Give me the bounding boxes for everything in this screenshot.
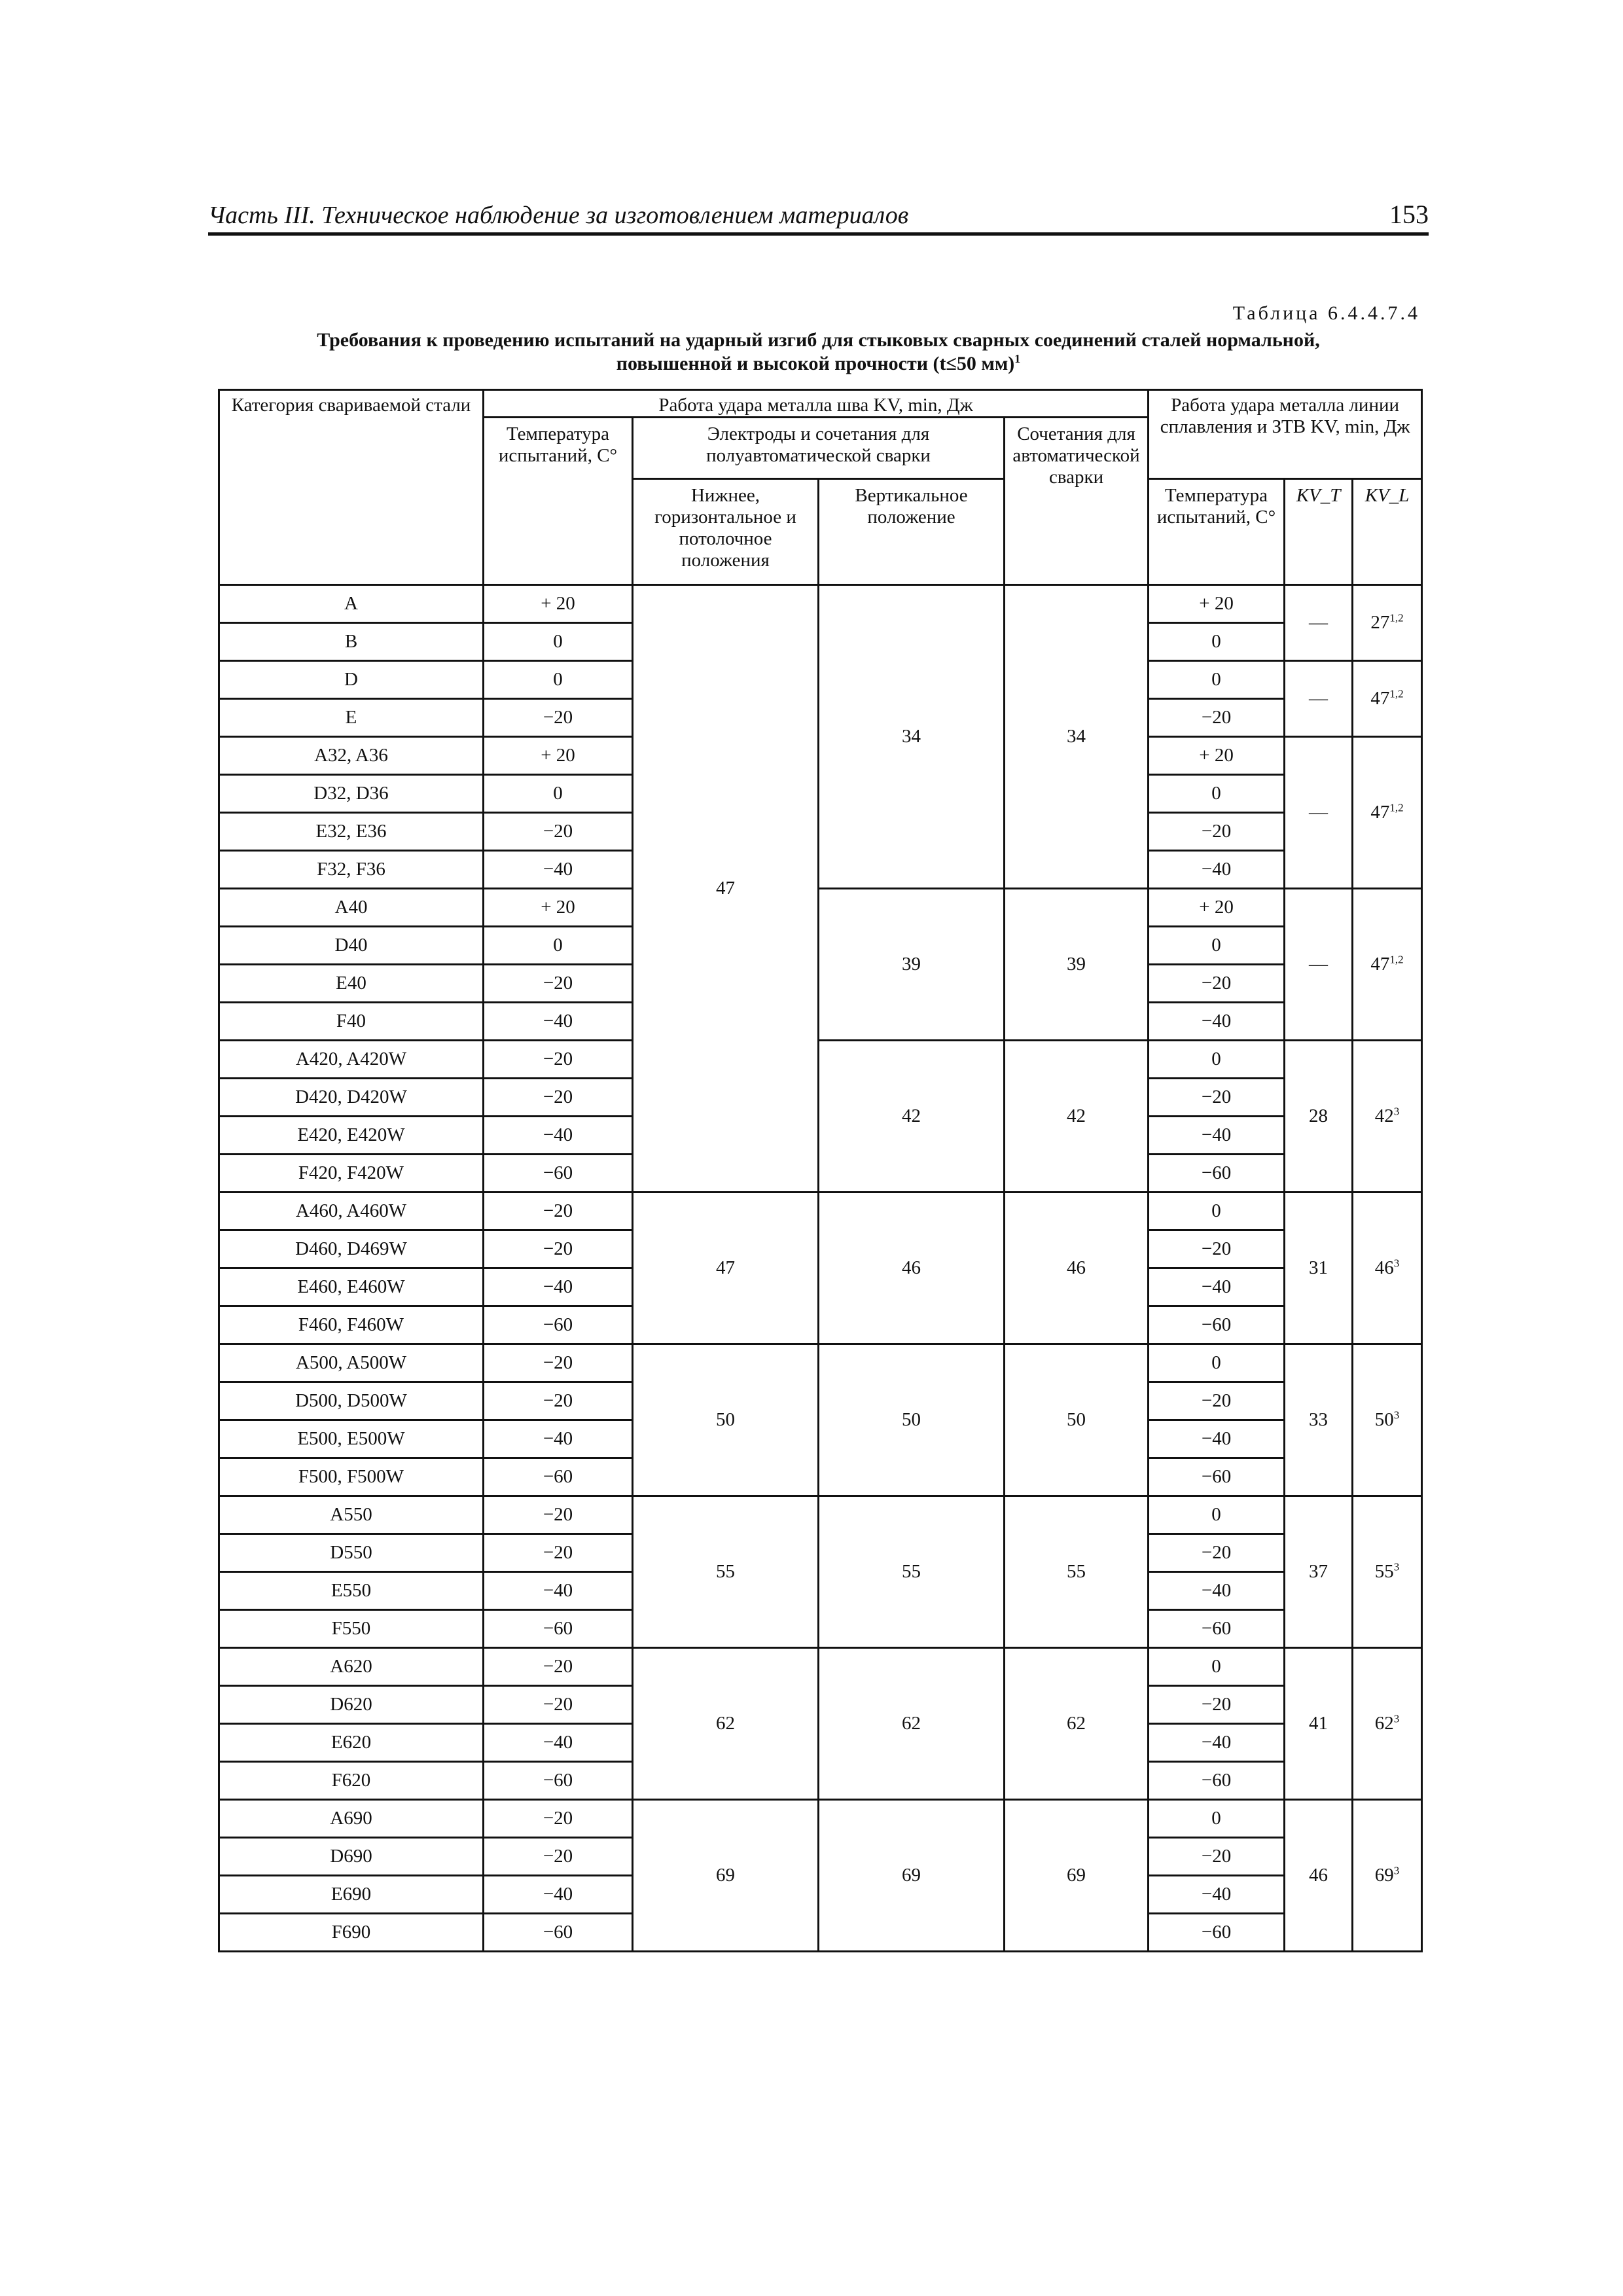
grade-cell: A460, A460W	[219, 1193, 484, 1230]
grade-cell: D620	[219, 1686, 484, 1724]
grade-cell: A420, A420W	[219, 1041, 484, 1079]
grade-cell: D420, D420W	[219, 1079, 484, 1117]
test-temp-cell: 0	[484, 661, 633, 699]
kvt-cell: 37	[1285, 1496, 1353, 1648]
fusion-temp-cell: −20	[1149, 699, 1285, 737]
kvl-value: 55	[1374, 1561, 1394, 1582]
kvl-value: 47	[1370, 954, 1390, 975]
kvl-cell	[1353, 1041, 1422, 1193]
table-row	[219, 585, 1422, 623]
fusion-temp-cell: −60	[1149, 1458, 1285, 1496]
fusion-temp-cell: −40	[1149, 1117, 1285, 1155]
grade-cell: E550	[219, 1572, 484, 1610]
fusion-temp-cell: −40	[1149, 1420, 1285, 1458]
grade-cell: D	[219, 661, 484, 699]
kvl-footnote: 1,2	[1389, 687, 1404, 700]
fusion-temp-cell: 0	[1149, 1344, 1285, 1382]
col-electrodes-group: Электроды и сочетания для полуавтоматической сварки	[633, 418, 1005, 479]
grade-cell: B	[219, 623, 484, 661]
col-lower-position: Нижнее, горизонтальное и потолочное положения	[633, 479, 819, 585]
grade-cell: F690	[219, 1914, 484, 1952]
fusion-temp-cell: −20	[1149, 1230, 1285, 1268]
vertical-pos-cell: 62	[819, 1648, 1005, 1800]
grade-cell: D32, D36	[219, 775, 484, 813]
col-auto-combos: Сочетания для автоматической сварки	[1005, 418, 1149, 585]
kvt-cell: 31	[1285, 1193, 1353, 1344]
fusion-temp-cell: −40	[1149, 1268, 1285, 1306]
caption-line-2	[208, 352, 1429, 376]
auto-combos-cell: 55	[1005, 1496, 1149, 1648]
grade-cell: D460, D469W	[219, 1230, 484, 1268]
fusion-temp-cell: + 20	[1149, 889, 1285, 927]
fusion-temp-cell: 0	[1149, 1193, 1285, 1230]
caption-line-2-text: повышенной и высокой прочности	[616, 353, 928, 374]
fusion-temp-cell: 0	[1149, 1648, 1285, 1686]
grade-cell: F460, F460W	[219, 1306, 484, 1344]
fusion-temp-cell: −20	[1149, 1079, 1285, 1117]
fusion-temp-cell: −40	[1149, 1876, 1285, 1914]
auto-combos-cell: 46	[1005, 1193, 1149, 1344]
grade-cell: F40	[219, 1003, 484, 1041]
lower-pos-cell: 47	[633, 585, 819, 1193]
grade-cell: E620	[219, 1724, 484, 1762]
kvl-footnote: 3	[1393, 1105, 1400, 1118]
grade-cell: F550	[219, 1610, 484, 1648]
test-temp-cell: + 20	[484, 585, 633, 623]
kvl-footnote: 3	[1393, 1712, 1400, 1725]
test-temp-cell: −40	[484, 1724, 633, 1762]
table-row	[219, 889, 1422, 927]
kvl-footnote: 3	[1393, 1257, 1400, 1270]
fusion-temp-cell: −20	[1149, 1838, 1285, 1876]
grade-cell: D40	[219, 927, 484, 965]
grade-cell: A620	[219, 1648, 484, 1686]
col-kvl: KV_L	[1353, 479, 1422, 585]
kvl-cell	[1353, 1496, 1422, 1648]
kvl-cell	[1353, 585, 1422, 661]
fusion-temp-cell: −60	[1149, 1155, 1285, 1193]
kvt-cell: 46	[1285, 1800, 1353, 1952]
test-temp-cell: −20	[484, 1079, 633, 1117]
test-temp-cell: −20	[484, 1193, 633, 1230]
test-temp-cell: + 20	[484, 889, 633, 927]
grade-cell: A550	[219, 1496, 484, 1534]
grade-cell: E32, E36	[219, 813, 484, 851]
col-vertical-position: Вертикальное положение	[819, 479, 1005, 585]
test-temp-cell: −20	[484, 1686, 633, 1724]
fusion-temp-cell: 0	[1149, 1800, 1285, 1838]
fusion-temp-cell: + 20	[1149, 585, 1285, 623]
kvt-cell: 41	[1285, 1648, 1353, 1800]
vertical-pos-cell: 50	[819, 1344, 1005, 1496]
lower-pos-cell: 50	[633, 1344, 819, 1496]
fusion-temp-cell: −60	[1149, 1306, 1285, 1344]
grade-cell: E40	[219, 965, 484, 1003]
test-temp-cell: −20	[484, 1041, 633, 1079]
impact-test-table	[218, 389, 1423, 1952]
test-temp-cell: −20	[484, 1800, 633, 1838]
auto-combos-cell: 39	[1005, 889, 1149, 1041]
kvl-value: 62	[1374, 1713, 1394, 1734]
grade-cell: A32, A36	[219, 737, 484, 775]
fusion-temp-cell: −60	[1149, 1914, 1285, 1952]
fusion-temp-cell: −60	[1149, 1610, 1285, 1648]
test-temp-cell: −60	[484, 1155, 633, 1193]
kvl-footnote: 1,2	[1389, 953, 1404, 966]
vertical-pos-cell: 46	[819, 1193, 1005, 1344]
caption-line-1: Требования к проведению испытаний на ударный изгиб для стыковых сварных соединений сталей нормальной,	[317, 329, 1320, 351]
caption-footnote: 1	[1014, 352, 1021, 365]
test-temp-cell: −60	[484, 1458, 633, 1496]
kvl-value: 46	[1374, 1257, 1394, 1278]
table-row	[219, 1496, 1422, 1534]
fusion-temp-cell: −40	[1149, 1003, 1285, 1041]
grade-cell: E690	[219, 1876, 484, 1914]
fusion-temp-cell: −20	[1149, 813, 1285, 851]
test-temp-cell: 0	[484, 927, 633, 965]
table-row	[219, 1648, 1422, 1686]
table-caption	[208, 329, 1429, 376]
test-temp-cell: −60	[484, 1306, 633, 1344]
fusion-temp-cell: −40	[1149, 851, 1285, 889]
fusion-temp-cell: −20	[1149, 1686, 1285, 1724]
kvl-cell	[1353, 1193, 1422, 1344]
vertical-pos-cell: 34	[819, 585, 1005, 889]
kvl-cell	[1353, 1648, 1422, 1800]
col-category: Категория свариваемой стали	[219, 390, 484, 585]
kvt-cell: —	[1285, 889, 1353, 1041]
page-number: 153	[1389, 200, 1429, 229]
fusion-temp-cell: −60	[1149, 1762, 1285, 1800]
col-kvt: KV_T	[1285, 479, 1353, 585]
test-temp-cell: −60	[484, 1610, 633, 1648]
kvl-footnote: 3	[1393, 1408, 1400, 1422]
auto-combos-cell: 50	[1005, 1344, 1149, 1496]
test-temp-cell: −60	[484, 1762, 633, 1800]
test-temp-cell: −20	[484, 1230, 633, 1268]
kvl-footnote: 1,2	[1389, 801, 1404, 814]
test-temp-cell: −40	[484, 1268, 633, 1306]
lower-pos-cell: 55	[633, 1496, 819, 1648]
fusion-temp-cell: + 20	[1149, 737, 1285, 775]
vertical-pos-cell: 42	[819, 1041, 1005, 1193]
kvl-footnote: 3	[1393, 1560, 1400, 1573]
kvt-cell: —	[1285, 585, 1353, 661]
test-temp-cell: −20	[484, 1344, 633, 1382]
kvt-cell: 28	[1285, 1041, 1353, 1193]
kvl-cell	[1353, 889, 1422, 1041]
fusion-temp-cell: −40	[1149, 1572, 1285, 1610]
table-label: Таблица 6.4.4.7.4	[1232, 302, 1420, 324]
fusion-temp-cell: 0	[1149, 927, 1285, 965]
auto-combos-cell: 34	[1005, 585, 1149, 889]
kvt-cell: —	[1285, 737, 1353, 889]
col-fusion-group: Работа удара металла линии сплавления и ЗТВ KV, min, Дж	[1149, 390, 1422, 479]
running-title: Часть III. Техническое наблюдение за изготовлением материалов	[208, 202, 909, 229]
test-temp-cell: 0	[484, 775, 633, 813]
fusion-temp-cell: −40	[1149, 1724, 1285, 1762]
grade-cell: F32, F36	[219, 851, 484, 889]
grade-cell: F620	[219, 1762, 484, 1800]
test-temp-cell: −20	[484, 699, 633, 737]
test-temp-cell: −20	[484, 813, 633, 851]
kvl-cell	[1353, 661, 1422, 737]
lower-pos-cell: 62	[633, 1648, 819, 1800]
table-body	[219, 585, 1422, 1952]
test-temp-cell: + 20	[484, 737, 633, 775]
kvl-cell	[1353, 737, 1422, 889]
test-temp-cell: −40	[484, 1572, 633, 1610]
auto-combos-cell: 69	[1005, 1800, 1149, 1952]
table-row	[219, 1193, 1422, 1230]
kvl-value: 69	[1374, 1865, 1394, 1886]
grade-cell: F420, F420W	[219, 1155, 484, 1193]
lower-pos-cell: 47	[633, 1193, 819, 1344]
test-temp-cell: −60	[484, 1914, 633, 1952]
impact-test-table-wrap	[218, 389, 1421, 1952]
grade-cell: D690	[219, 1838, 484, 1876]
grade-cell: A	[219, 585, 484, 623]
running-head	[208, 198, 1429, 236]
grade-cell: F500, F500W	[219, 1458, 484, 1496]
fusion-temp-cell: −20	[1149, 1534, 1285, 1572]
kvl-value: 47	[1370, 802, 1390, 823]
table-row	[219, 1800, 1422, 1838]
fusion-temp-cell: −20	[1149, 965, 1285, 1003]
test-temp-cell: −40	[484, 851, 633, 889]
grade-cell: E	[219, 699, 484, 737]
grade-cell: D550	[219, 1534, 484, 1572]
fusion-temp-cell: 0	[1149, 1041, 1285, 1079]
auto-combos-cell: 62	[1005, 1648, 1149, 1800]
test-temp-cell: 0	[484, 623, 633, 661]
kvl-footnote: 3	[1393, 1864, 1400, 1877]
table-row	[219, 1041, 1422, 1079]
kvl-value: 42	[1374, 1105, 1394, 1126]
test-temp-cell: −40	[484, 1420, 633, 1458]
test-temp-cell: −20	[484, 965, 633, 1003]
vertical-pos-cell: 55	[819, 1496, 1005, 1648]
kvl-cell	[1353, 1800, 1422, 1952]
test-temp-cell: −20	[484, 1838, 633, 1876]
fusion-temp-cell: 0	[1149, 661, 1285, 699]
test-temp-cell: −20	[484, 1534, 633, 1572]
kvl-value: 27	[1370, 612, 1390, 633]
test-temp-cell: −40	[484, 1117, 633, 1155]
kvl-value: 50	[1374, 1409, 1394, 1430]
col-weld-metal-group: Работа удара металла шва KV, min, Дж	[484, 390, 1149, 418]
col-test-temp: Температура испытаний, С°	[484, 418, 633, 585]
test-temp-cell: −40	[484, 1003, 633, 1041]
kvt-cell: —	[1285, 661, 1353, 737]
col-fusion-test-temp: Температура испытаний, С°	[1149, 479, 1285, 585]
grade-cell: E420, E420W	[219, 1117, 484, 1155]
fusion-temp-cell: 0	[1149, 775, 1285, 813]
fusion-temp-cell: −20	[1149, 1382, 1285, 1420]
kvl-footnote: 1,2	[1389, 611, 1404, 624]
vertical-pos-cell: 69	[819, 1800, 1005, 1952]
grade-cell: E500, E500W	[219, 1420, 484, 1458]
table-row	[219, 1344, 1422, 1382]
grade-cell: A690	[219, 1800, 484, 1838]
grade-cell: A40	[219, 889, 484, 927]
fusion-temp-cell: 0	[1149, 623, 1285, 661]
kvl-value: 47	[1370, 688, 1390, 709]
kvt-cell: 33	[1285, 1344, 1353, 1496]
test-temp-cell: −40	[484, 1876, 633, 1914]
test-temp-cell: −20	[484, 1382, 633, 1420]
caption-condition: (t≤50 мм)	[933, 353, 1015, 374]
grade-cell: D500, D500W	[219, 1382, 484, 1420]
lower-pos-cell: 69	[633, 1800, 819, 1952]
vertical-pos-cell: 39	[819, 889, 1005, 1041]
auto-combos-cell: 42	[1005, 1041, 1149, 1193]
test-temp-cell: −20	[484, 1648, 633, 1686]
fusion-temp-cell: 0	[1149, 1496, 1285, 1534]
grade-cell: E460, E460W	[219, 1268, 484, 1306]
test-temp-cell: −20	[484, 1496, 633, 1534]
kvl-cell	[1353, 1344, 1422, 1496]
grade-cell: A500, A500W	[219, 1344, 484, 1382]
